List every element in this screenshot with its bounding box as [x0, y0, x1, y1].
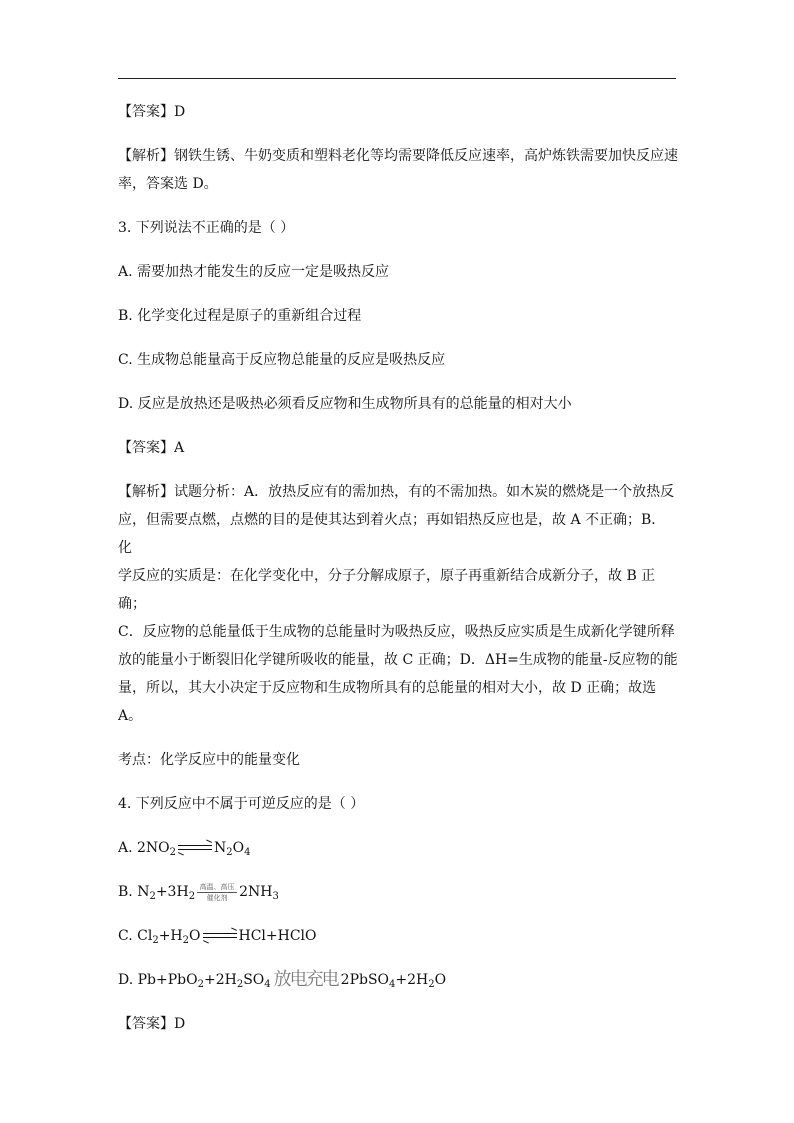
- q3-option-a: A. 需要加热才能发生的反应一定是吸热反应: [118, 264, 390, 280]
- q3-analysis-line-2: 应，但需要点燃，点燃的目的是使其达到着火点；再如铝热反应也是，故 A 不正确；B．化: [118, 512, 666, 556]
- document-page: [118, 98, 678, 1038]
- q3-stem: 3. 下列说法不正确的是（ ）: [118, 220, 295, 236]
- q3-option-c: C. 生成物总能量高于反应物总能量的反应是吸热反应: [118, 352, 446, 368]
- q4-option-b: B. $N_2+3H_2$ 高温、高压 催化剂 $2NH_3$: [118, 882, 279, 902]
- discharge-charge-condition: 放电充电: [273, 969, 338, 990]
- q2-answer: 【答案】D: [118, 104, 186, 120]
- reaction-condition: 高温、高压 催化剂: [197, 883, 237, 902]
- q4-answer: 【答案】D: [118, 1016, 186, 1032]
- reversible-arrow-icon: [178, 842, 212, 854]
- q3-analysis-line-4: C．反应物的总能量低于生成物的总能量时为吸热反应，吸热反应实质是生成新化学键所释: [118, 624, 675, 640]
- q2-analysis-line-2: 率，答案选 D。: [118, 176, 218, 192]
- q3-analysis-line-6: 量，所以，其大小决定于反应物和生成物所具有的总能量的相对大小，故 D 正确；故选 A。: [118, 680, 657, 724]
- q4-option-d: D. $Pb+PbO_2+2H_2SO_4$ 放电充电 $2PbSO_4+2H_2O$: [118, 969, 447, 990]
- q3-analysis-line-1: 【解析】试题分析：A．放热反应有的需加热，有的不需加热。如木炭的燃烧是一个放热反: [118, 484, 675, 500]
- q3-option-d: D. 反应是放热还是吸热必须看反应物和生成物所具有的总能量的相对大小: [118, 396, 572, 412]
- q3-option-b: B. 化学变化过程是原子的重新组合过程: [118, 308, 362, 324]
- q3-kaodian: 考点：化学反应中的能量变化: [118, 752, 300, 768]
- q3-analysis-line-5: 放的能量小于断裂旧化学键所吸收的能量，故 C 正确；D．ΔH=生成物的能量-反应物的能: [118, 652, 678, 668]
- reversible-arrow-icon: [203, 930, 237, 942]
- q2-analysis-line-1: 【解析】钢铁生锈、牛奶变质和塑料老化等均需要降低反应速率，高炉炼铁需要加快反应速: [118, 148, 678, 164]
- q4-stem: 4. 下列反应中不属于可逆反应的是（ ）: [118, 796, 365, 812]
- q3-analysis-line-3: 学反应的实质是：在化学变化中，分子分解成原子，原子再重新结合成新分子，故 B 正确；: [118, 568, 656, 612]
- q3-answer: 【答案】A: [118, 440, 185, 456]
- q4-option-a: A. $2NO_2$ $N_2O_4$: [118, 840, 251, 858]
- header-rule: [118, 78, 676, 79]
- q4-option-c: C. $Cl_2+H_2O$ HCl+HClO: [118, 928, 317, 946]
